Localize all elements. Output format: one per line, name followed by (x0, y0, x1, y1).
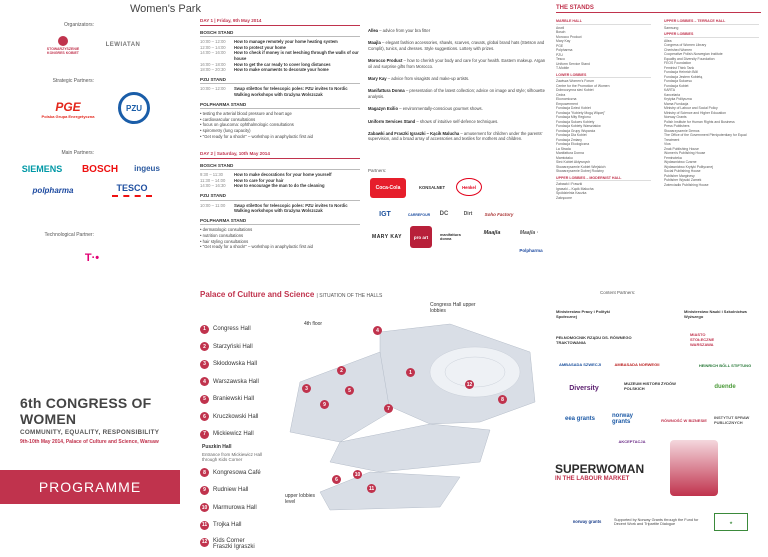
stand-item: Zakręcone (556, 195, 573, 200)
day1-bosch-title: BOSCH STAND (200, 30, 360, 38)
ingeus-text: ingeus (134, 163, 160, 173)
tesco-text: TESCO (116, 183, 148, 193)
list-item: • dermatologic consultations (200, 227, 360, 233)
exhibitor-name: Morocco Product (368, 58, 403, 64)
stand-item: Cedra (556, 92, 566, 97)
stand-item: The Office of the Government Plenipotentiary for Equal Treatment (664, 133, 747, 142)
stand-group-heading: LOWER LOBBIES (556, 73, 651, 79)
schedule-time: 11:30 – 14:00 (200, 177, 226, 183)
stand-item: Krytyka Polityczna (664, 97, 692, 101)
programme-banner (0, 470, 180, 504)
logo-text: HEINRICH BÖLL STIFTUNG (698, 362, 752, 368)
exhibitor-entry (368, 58, 548, 69)
schedule-text: How to make decorations for your home yourself (234, 172, 332, 178)
igt-logo (370, 204, 400, 224)
day1-polpharma-list (200, 111, 360, 139)
stand-item: Stowarzyszenie Dobrej Rodziny (556, 169, 604, 173)
stands-column-1 (556, 17, 651, 200)
ministry-labour-logo (556, 305, 626, 323)
congress-subtitle: COMMUNITY, EQUALITY, RESPONSIBILITY (20, 429, 160, 436)
stand-item: Fundacja Ekologiczna (556, 142, 590, 146)
exhibitor-desc: – environmentally-conscious gourmet shows. (399, 106, 483, 112)
schedule-text: How to manage remotely your home heating system (234, 39, 338, 45)
logo-text: MIASTO STOŁECZNE WARSZAWA (690, 331, 715, 347)
list-item: • testing the arterial blood pressure and heart age (200, 111, 360, 117)
ingeus-logo (130, 159, 164, 177)
puszkin-hall-note: Entrance from Mickiewicz Hall through Kids Corner (202, 451, 263, 462)
map-marker: 3 (302, 384, 311, 393)
day2-pzu-title: PZU STAND (200, 193, 360, 201)
schedule-text: How to get the car ready to cover long distances (234, 61, 331, 67)
partners-label: Partners: (368, 168, 387, 173)
hall-name: Braniewski Hall (213, 396, 255, 402)
stand-item: Morocco Product (556, 34, 582, 39)
exhibitor-name: Manifattura Donna (368, 88, 405, 94)
logo-text: MARY KAY (372, 234, 402, 240)
stand-item: Fundacja Grupy Wsparcia (556, 128, 596, 133)
logo-text: Ministerstwo Pracy i Polityki Społecznej (556, 309, 611, 319)
stand-item: Fundacja Heinrich Böll (664, 70, 698, 74)
hall-name: Trojka Hall (213, 522, 242, 528)
map-title (200, 290, 382, 299)
map-marker: 12 (466, 381, 473, 388)
stand-item: Wydawnictwo Czarne (664, 160, 697, 164)
stand-item: PZU (556, 52, 563, 57)
kongres-kobiet-logo (40, 35, 86, 55)
congress-date: 9th-10th May 2014, Palace of Culture and Science, Warsaw (20, 439, 159, 445)
stand-item: Manifattura Donna (556, 151, 584, 155)
carrefour-logo (404, 206, 434, 224)
stand-item: Ministry of Labour and Social Policy (664, 106, 718, 110)
siemens-logo (16, 163, 68, 175)
exhibitor-desc: – amusement for children under the parents' supervision, and a broad array of accessories and textiles for mothers and children. (368, 131, 543, 142)
warsaw-logo (690, 326, 730, 352)
logo-text: RÓWNOŚĆ W BIZNESIE (661, 417, 707, 423)
logo-text: norway grants (612, 413, 634, 425)
duende-logo (700, 378, 750, 396)
congress-title: 6th CONGRESS OF WOMEN (20, 395, 152, 427)
boll-logo (690, 357, 760, 373)
stand-item: Zawisza Women's Forum (556, 79, 595, 83)
pge-subtext: Polska Grupa Energetyczna (41, 113, 95, 119)
stand-group-heading: UPPER LOBBIES – MODERNIST HALL (556, 176, 651, 182)
stand-item: FEOS Foundation (664, 61, 692, 65)
list-item: • focus on glaucoma: ophthalmologic consultations (200, 122, 360, 128)
hall-number: 12 (201, 539, 208, 545)
stand-item: Zwierciadło Publishing House (664, 182, 709, 187)
stand-item: Allea (664, 38, 672, 43)
norway-embassy-logo (612, 356, 662, 372)
logo-text: duende (714, 384, 736, 390)
logo-text: manifattura donna (440, 233, 461, 241)
exhibitor-desc: – elegant fashion accessories, shawls, scarves, cravats, global brand hats (Stetson and Complit), tunics, and dresses. Style suggestions. Lottery with prizes. (368, 40, 545, 51)
organizators-label: Organizators: (63, 22, 94, 28)
pge-text: PGE (55, 99, 81, 114)
schedule-time: 14:00 – 16:30 (200, 183, 226, 189)
hall-number: 5 (200, 395, 209, 404)
stand-item: Fundacja Sukces Kobiety (556, 119, 595, 124)
stand-item: Ministry of Science and Higher Education (664, 110, 727, 115)
logo-text: AMBASADA NORWEGII (614, 361, 660, 367)
stand-item: Norway Grants (664, 115, 687, 119)
stand-item: Igraszki – Kącik Malucha (556, 186, 594, 191)
exhibitors-section (368, 28, 548, 149)
exhibitor-entry (368, 131, 548, 142)
coca-cola-logo (370, 178, 406, 198)
map-title-text: Palace of Culture and Science (200, 290, 315, 299)
stand-item: Ekonomiczna (556, 97, 577, 101)
hall-number: 10 (201, 504, 208, 511)
logo-text: pro art (413, 234, 429, 240)
plenipotentiary-logo (556, 330, 656, 350)
stand-item: Tesco (556, 57, 565, 61)
stand-item: Empowerment (556, 101, 578, 106)
day1-title: DAY 1 | Friday, 9th May 2014 (200, 18, 360, 26)
day1-section (200, 18, 360, 250)
exhibitor-name: Allea (368, 28, 379, 33)
exhibitor-name: Maajla (368, 40, 381, 46)
stand-item: Publisher Marginesy (664, 173, 695, 178)
stand-item: Viva (664, 142, 671, 146)
schedule-row (200, 50, 360, 61)
stand-item: Fundacja Kobiety Warsztatów (556, 124, 601, 128)
stand-item: Publisher Wysoki Zamek (664, 178, 702, 182)
womens-park-title: Women's Park (130, 3, 201, 15)
stand-item: Spółdzielnia Kaczka (556, 191, 587, 195)
pzu-logo (118, 92, 150, 124)
superwoman-subtitle: IN THE LABOUR MARKET (555, 476, 630, 482)
building-map (280, 312, 560, 512)
exhibitor-entry (368, 106, 548, 111)
map-marker: 11 (368, 485, 375, 492)
schedule-time: 14:00 – 16:00 (200, 50, 226, 56)
polpharma-text: polpharma (32, 185, 74, 195)
floor4-label: 4th floor (304, 321, 323, 327)
soho-logo (484, 206, 514, 222)
dirt-logo (456, 206, 480, 222)
congress-branding (20, 395, 190, 445)
superwoman-title: SUPERWOMAN (555, 462, 645, 476)
schedule-time: 10:00 – 12:00 (200, 39, 226, 45)
polpharma-logo (20, 184, 86, 196)
hall-name: Kruczkowski Hall (213, 413, 259, 420)
bosch-logo (72, 160, 128, 178)
pro-art-logo (410, 226, 432, 248)
list-item: • "Get ready for a shock!" – workshop in anaphylactic first aid (200, 134, 360, 140)
exhibitor-entry (368, 28, 548, 33)
logo-text: CARREFOUR (407, 213, 431, 217)
maajla-logo-alt (512, 226, 546, 240)
konsalnet-logo (412, 180, 452, 194)
stand-item: Znak Publishing House (664, 146, 699, 151)
stand-item: Kancelaria (664, 92, 681, 97)
logo-text: Coca-Cola (375, 185, 401, 191)
stands-column-2 (664, 17, 759, 187)
maajla-logo (474, 226, 510, 240)
stand-item: Stowarzyszenie Kobiet Wiejskich (556, 164, 606, 169)
lower-lobby (320, 472, 460, 510)
puszkin-hall: Puszkin Hall (202, 443, 232, 450)
exhibitor-desc: – advice from your bra fitter (379, 28, 431, 33)
isp-logo (714, 410, 764, 430)
superwoman-banner (555, 462, 765, 482)
hall-number: 8 (200, 468, 209, 477)
ministry-science-logo (684, 305, 758, 323)
akceptacja-logo (610, 434, 654, 448)
stand-item: Fundacja Jestem Kobietą (664, 74, 703, 79)
hall-number: 11 (201, 522, 208, 528)
exhibitor-desc: – advice from visagists and make-up artists. (387, 76, 470, 82)
bosch-text: BOSCH (81, 163, 119, 175)
stand-item: Sieć Kobiet Aktywnych (556, 160, 591, 164)
stand-group-heading: UPPER LOBBIES – TERRACE HALL (664, 19, 759, 25)
map-marker: 10 (354, 471, 361, 478)
polpharma-partner-logo (514, 244, 548, 256)
stand-item: Cooperative Polish-Norwegian Institute (664, 52, 723, 56)
map-marker: 2 (337, 366, 346, 375)
stand-item: Wydawnictwo Krytyki Politycznej (664, 164, 713, 169)
logo-text: Soho Factory (484, 211, 514, 217)
congress-hall-stage (445, 357, 505, 387)
stand-item: Equality and Diversity Foundation (664, 56, 715, 61)
hall-item (200, 520, 300, 530)
list-item: • spirometry (lung capacity) (200, 128, 360, 134)
logo-text: DC (439, 211, 449, 217)
logo-text: Diversity (569, 384, 599, 392)
day1-bosch-list (200, 39, 360, 73)
congress-upper-label: Congress Hall upper lobbies (430, 302, 476, 314)
strategic-partners-label: Strategic Partners: (52, 78, 94, 84)
stand-item: Bosch (556, 30, 566, 34)
stand-item: Fundacja Sukcesu (664, 79, 692, 83)
hall-number: 2 (200, 342, 209, 351)
stand-item: Mary Kay (556, 39, 571, 43)
manifattura-logo (440, 226, 468, 248)
hall-name: Rudniew Hall (213, 487, 249, 493)
dc-logo (436, 206, 452, 222)
list-item: • hair styling consultations (200, 239, 360, 245)
hall-name: Skłodowska Hall (213, 361, 258, 367)
decent-work-logo: ★ (714, 513, 748, 531)
kongres-kobiet-text: STOWARZYSZENIE KONGRES KOBIET (46, 46, 80, 55)
pge-logo (36, 96, 100, 122)
stand-item: T-Mobile (556, 66, 570, 70)
logo-text: Polpharma (519, 247, 543, 253)
schedule-time: 10:00 – 12:00 (200, 86, 226, 92)
hall-item (200, 538, 300, 550)
day2-title: DAY 2 | Saturday, 10th May 2014 (200, 151, 360, 159)
logo-text: eea grants (564, 416, 595, 422)
schedule-text: Swap stilettos for telescopic poles: PZU invites to Nordic Walking workshops with Grażyna Wolszczak (234, 86, 348, 97)
hall-name: Marmurowa Hall (213, 504, 257, 511)
kongres-kobiet-icon (58, 36, 68, 46)
sweden-embassy-logo (556, 356, 604, 372)
main-partners-label: Main Partners: (61, 150, 94, 156)
schedule-text: How to protect your home (234, 44, 286, 50)
stand-item: Cherished Women (664, 47, 693, 52)
map-marker: 1 (406, 368, 415, 377)
hall-name: Congress Hall (213, 326, 251, 332)
logo-text: MUZEUM HISTORII ŻYDÓW POLSKICH (624, 381, 676, 391)
list-item: • cardiovascular consultations (200, 117, 360, 123)
hall-name: Mickiewicz Hall (213, 431, 254, 437)
stand-item: Fundacja Kobiet (664, 83, 689, 88)
stand-item: Centre for the Promotion of Women (556, 83, 610, 88)
norway-grants-footer-logo (570, 512, 604, 532)
stands-title: THE STANDS (556, 5, 761, 13)
hall-number: 1 (200, 325, 209, 334)
stand-item: Polpharma (556, 48, 573, 52)
stand-item: PGE (556, 43, 564, 48)
map-marker: 7 (384, 404, 393, 413)
stand-item: Women's Publishing House (664, 151, 706, 155)
logo-text: Ministerstwo Nauki i Szkolnictwa Wyższego (684, 309, 747, 319)
logo-text: INSTYTUT SPRAW PUBLICZNYCH (714, 415, 750, 425)
eea-grants-logo (560, 408, 600, 430)
stand-item: Fundacja Mity Regionu (556, 115, 591, 119)
map-marker: 5 (345, 386, 354, 395)
lewiatan-text: LEWIATAN (105, 42, 141, 48)
logo-text: Henkel (462, 184, 476, 190)
hall-name: Warszawska Hall (213, 378, 259, 385)
schedule-row (200, 67, 360, 73)
logo-text: KONSALNET (418, 184, 446, 190)
schedule-row (200, 86, 360, 97)
logo-text: IGT (379, 210, 391, 218)
stand-item: Feminoteka (664, 155, 682, 160)
stands-section (556, 5, 761, 275)
hall-number: 3 (200, 360, 209, 369)
list-item: • "Get ready for a shock!" – workshop in anaphylactic first aid (200, 244, 360, 250)
map-subtitle: | SITUATION OF THE HALLS (316, 293, 383, 299)
stand-item: Fundacja Dla Kobiet (556, 133, 587, 137)
siemens-text: SIEMENS (21, 164, 63, 174)
stand-item: Uniform Service Stand (556, 61, 590, 66)
logo-text: AKCEPTACJA (618, 438, 646, 444)
stand-item: Press Publishers (664, 124, 690, 128)
stand-item: Samsung (664, 25, 679, 30)
stand-item: Fundacja "Kobiety Mogą Więcej" (556, 110, 606, 115)
schedule-row (200, 203, 360, 214)
schedule-time: 9:30 – 11:30 (200, 172, 223, 178)
hall-number: 7 (200, 430, 209, 439)
logo-text: PEŁNOMOCNIK RZĄDU DS. RÓWNEGO TRAKTOWANIA (556, 335, 632, 345)
henkel-logo (456, 178, 482, 196)
content-partners-label: Content Partners: (600, 290, 636, 295)
schedule-time: 10:00 – 11:00 (200, 202, 226, 208)
norway-grants-logo (612, 408, 652, 430)
exhibitor-desc: – shows of intuitive self-defence techniques. (416, 118, 499, 124)
list-item: • nutrition consultations (200, 233, 360, 239)
map-marker: 6 (332, 475, 341, 484)
schedule-text: How to care for your hair (234, 177, 284, 183)
technological-partner-label: Technological Partner: (44, 232, 94, 238)
schedule-row (200, 183, 360, 189)
upper-lobbies-label: upper lobbies level (285, 493, 316, 505)
map-marker: 9 (320, 400, 329, 409)
day2-polpharma-list (200, 227, 360, 249)
tesco-logo (112, 181, 152, 197)
schedule-time: 18:00 – 20:30 (200, 67, 226, 73)
hall-number: 6 (200, 412, 209, 421)
tmobile-logo (80, 250, 104, 266)
support-text: Supported by Norway Grants through the Fund for Decent Work and Tripartite Dialogue (614, 518, 699, 526)
day1-polpharma-title: POLPHARMA STAND (200, 102, 360, 110)
stand-item: Social Publishing House (664, 169, 701, 173)
exhibitor-name: Zabawki and Fraszki Igraszki – Kącik Malucha (368, 131, 460, 137)
mary-kay-logo (370, 230, 404, 244)
day2-polpharma-title: POLPHARMA STAND (200, 218, 360, 226)
pzu-text: PZU (126, 103, 142, 113)
schedule-text: Swap stilettos for telescopic poles: PZU invites to Nordic Walking workshops with Grażyna Wolszczak (234, 202, 348, 214)
exhibitor-name: Mary Kay (368, 76, 387, 82)
exhibitor-desc: – how to cherish your body and care for your health. Eastern makeup. Argan oil and surprise gifts from Morocco. (368, 58, 546, 69)
stand-item: La Strada (556, 146, 571, 151)
exhibitor-entry (368, 40, 548, 51)
stand-item: Polish Institute for Human Rights and Business (664, 119, 735, 124)
logo-text: Maajla (483, 230, 501, 236)
norway-logo-text: norway grants (572, 518, 602, 524)
exhibitor-entry (368, 76, 548, 81)
stand-item: Dobroczynna sieć Kobiet (556, 88, 594, 92)
hall-name: Starzyński Hall (213, 343, 253, 350)
exhibitor-desc: – presentation of the latest collection; advice on image and style; silhouette analysis. (368, 88, 545, 99)
exhibitor-name: Uniform Services Stand (368, 118, 416, 124)
programme-text: PROGRAMME (38, 479, 142, 495)
schedule-text: How to make ornaments to decorate your home (234, 67, 329, 73)
stand-group-heading: UPPER LOBBIES (664, 32, 759, 38)
stand-item: Fundacja Zmiany (556, 137, 583, 142)
hall-number: 9 (200, 486, 209, 495)
stand-group-heading: MARBLE HALL (556, 19, 651, 25)
norway-footer (570, 512, 760, 532)
logo-text: Dirt (463, 211, 473, 217)
lewiatan-logo (98, 38, 148, 52)
exhibitor-entry (368, 88, 548, 99)
hall-name: Kids Corner Fraszki Igraszki (213, 537, 255, 550)
map-marker: 4 (373, 326, 382, 335)
hall-name: Kongresowa Café (213, 469, 261, 476)
stand-item: Mamtotaku (556, 155, 573, 160)
logo-text: Maajla · (519, 230, 539, 236)
stand-item: Feminist Think Tank (664, 65, 695, 70)
stand-item: Zabawki i Fraszki (556, 182, 583, 186)
polin-logo (624, 374, 676, 398)
stand-item: Anwil (556, 25, 565, 30)
rownosc-logo (658, 412, 710, 428)
day1-pzu-title: PZU STAND (200, 77, 360, 85)
stand-item: Fundacja Dzieci Kobiet (556, 106, 591, 110)
schedule-text: How to check if money is not leeching through the walls of our house (234, 50, 359, 61)
schedule-time: 12:00 – 14:00 (200, 44, 226, 50)
tmobile-text: T·• (84, 252, 100, 264)
logo-text: AMBASADA SZWECJI (558, 361, 602, 367)
map-marker: 8 (498, 395, 507, 404)
exhibitor-entry (368, 119, 548, 124)
stand-item: Mama Fundacja (664, 101, 689, 106)
stand-item: KARTA (664, 88, 675, 92)
stand-item: Stowarzyszenie Demos (664, 128, 700, 133)
stand-item: Congress of Women Library (664, 43, 707, 47)
diversity-logo (560, 378, 608, 398)
day2-bosch-title: BOSCH STAND (200, 163, 360, 171)
schedule-text: How to encourage the man to do the cleaning (234, 183, 325, 189)
hall-number: 4 (200, 377, 209, 386)
exhibitor-name: Magazyn Exilio (368, 106, 399, 112)
schedule-time: 16:00 – 18:00 (200, 61, 226, 67)
